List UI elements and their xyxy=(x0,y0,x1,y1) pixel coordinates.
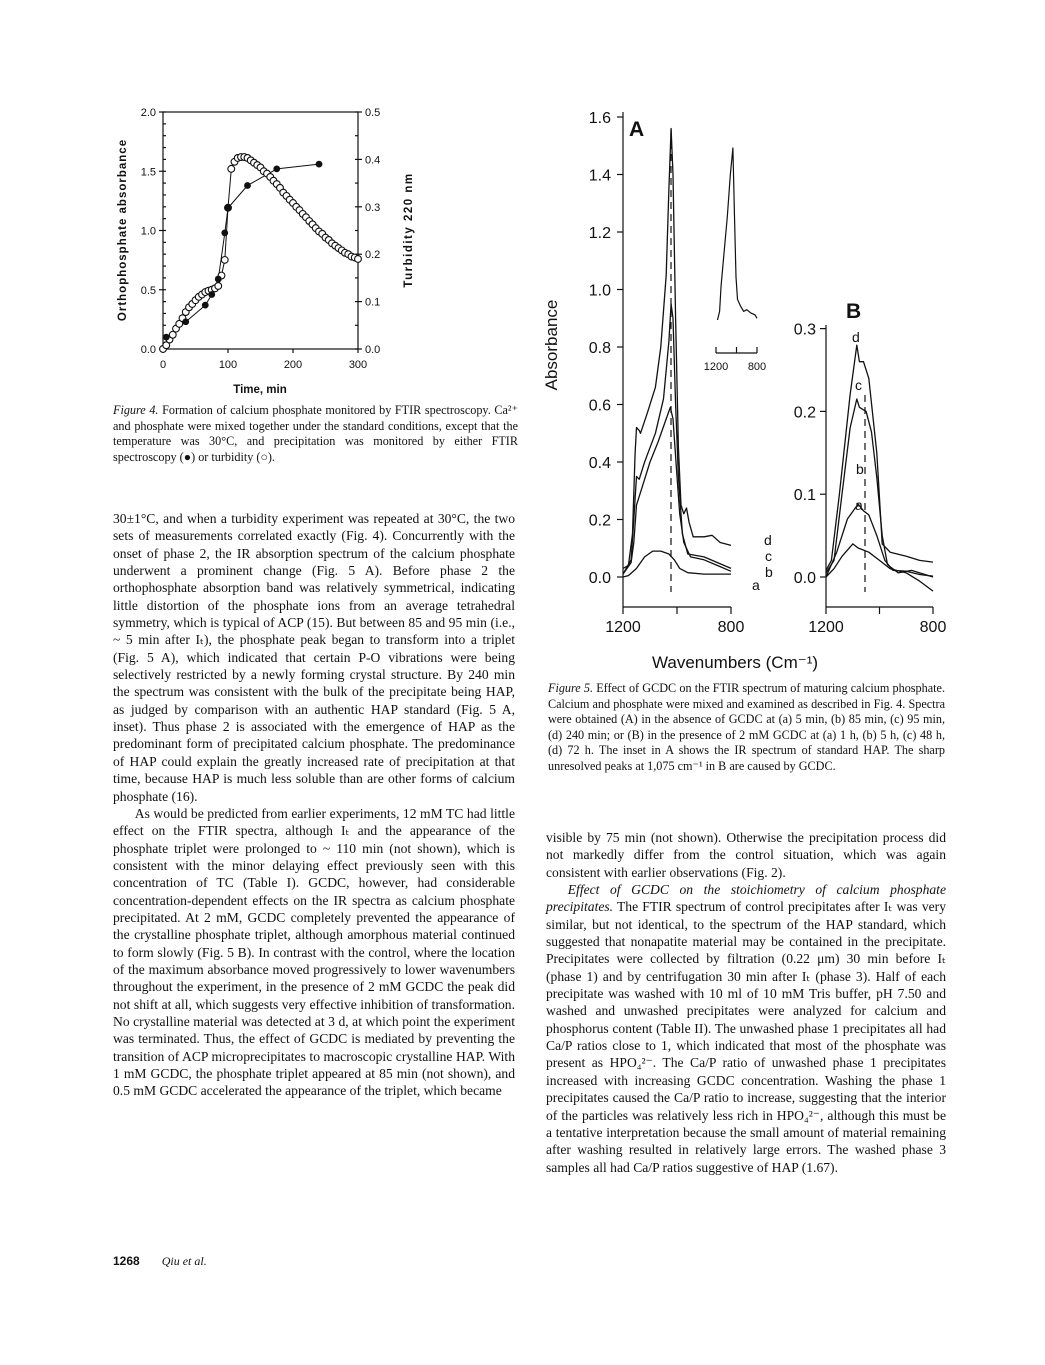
inset-tick-label: 800 xyxy=(747,361,767,373)
caption-text: Effect of GCDC on the FTIR spectrum of maturing calcium phosphate. Calcium and phosphate were mixed and examined as described in Fig. 4. Spectra were obtained (A) in the absence of GCDC at (a) 5 min, (b) 85 min, (c) 95 min, (d) 240 min; or (B) in the presence of 2 mM GCDC at (a) 1 h, (b) 5 h, (c) 48 h, (d) 72 h. The inset in A shows the IR spectrum of standard HAP. The sharp unresolved peaks at 1,075 cm⁻¹ in B are caused by GCDC. xyxy=(548,681,945,773)
y-tick-label: 0.0 xyxy=(140,344,156,356)
y-tick-label: 1.6 xyxy=(588,110,611,127)
y-tick-label: 0.0 xyxy=(588,570,611,587)
ftir-point xyxy=(225,205,232,212)
caption-text: Formation of calcium phosphate monitored by FTIR spectroscopy. Ca²⁺ and phosphate were mixed together under the standard conditions, except that the temperature was 30°C, and precipitation was monitored by either FTIR spectroscopy (●) or turbidity (○). xyxy=(113,403,519,464)
y2-axis-label: Turbidity 220 nm xyxy=(403,172,415,288)
paragraph xyxy=(546,881,946,1176)
caption-label: Figure 5. xyxy=(548,681,594,695)
plot-frame xyxy=(163,112,358,349)
page-footer xyxy=(113,1254,207,1269)
y-tick-label: 0.2 xyxy=(588,512,611,530)
y-tick-label: 1.0 xyxy=(140,225,156,238)
ftir-point xyxy=(202,302,209,309)
y-tick-label: 0.4 xyxy=(588,455,611,472)
panel-label: B xyxy=(846,300,862,323)
y-axis-label: Absorbance xyxy=(542,299,561,391)
turbidity-point xyxy=(215,283,222,290)
curve-label-d: d xyxy=(764,532,772,548)
y-axis-label: Orthophosphate absorbance xyxy=(117,138,129,322)
x-tick-label: 300 xyxy=(348,359,368,371)
curve-label-c: c xyxy=(855,377,862,393)
panel-label: A xyxy=(629,118,645,141)
x-tick-label: 100 xyxy=(218,359,238,371)
running-authors: Qiu et al. xyxy=(161,1254,207,1268)
left-column xyxy=(113,510,515,1100)
x-tick-label: 1200 xyxy=(605,619,641,636)
y-tick-label: 0.0 xyxy=(793,570,816,587)
turbidity-line xyxy=(163,157,358,349)
curve-label-b: b xyxy=(856,461,864,477)
spectrum-d xyxy=(623,129,731,569)
y-tick-label: 1.0 xyxy=(588,282,611,300)
curve-label-a: a xyxy=(855,497,863,513)
y-tick-label: 0.8 xyxy=(588,340,611,357)
inset-tick-label: 1200 xyxy=(703,361,729,373)
y2-tick-label: 0.4 xyxy=(365,154,381,167)
caption-label: Figure 4. xyxy=(113,403,159,417)
x-tick-label: 1200 xyxy=(808,619,844,636)
section-heading: Effect of GCDC on the stoichiometry of calcium phosphate precipitates. xyxy=(546,882,946,915)
x-axis-label: Time, min xyxy=(233,384,287,396)
paragraph: visible by 75 min (not shown). Otherwise the precipitation process did not markedly differ from the control situation, which was again consistent with earlier observations (Fig. 2). xyxy=(546,830,946,880)
y-tick-label: 0.1 xyxy=(793,487,816,505)
ftir-point xyxy=(316,161,323,168)
x-tick-label: 800 xyxy=(717,619,745,636)
ftir-point xyxy=(273,165,280,172)
curve-label-d: d xyxy=(852,329,860,345)
page-number: 1268 xyxy=(113,1254,140,1268)
y-tick-label: 0.3 xyxy=(793,321,816,339)
x-axis-label: Wavenumbers (Cm⁻¹) xyxy=(651,653,819,672)
paragraph-text: The FTIR spectrum of control precipitates after Iₜ was very similar, but not identical, to the spectrum of the HAP standard, which suggested that nonapatite material may be contained in the precipitate. Precipitates were collected by filtration (0.22 μm) 30 min before Iₜ (phase 1) and by centrifugation 30 min after Iₜ (phase 3). Half of each precipitate was washed with 10 ml of 10 mM Tris buffer, pH 7.50 and washed and unwashed precipitates were analyzed for calcium and phosphorus content (Table II). The unwashed phase 1 precipitates all had Ca/P ratios close to 1, which indicated that most of the phosphate was present as HPO₄²⁻. The Ca/P ratio of unwashed phase 1 precipitates increased with increasing GCDC concentration. Washing the phase 1 precipitates caused the Ca/P ratio to increase, suggesting that the interior of the particles was relatively less rich in HPO₄²⁻, although this must be a tentative interpretation because the small amount of material remaining after washing resulted in relatively large errors. The washed phase 3 samples all had Ca/P ratios suggestive of HAP (1.67). xyxy=(546,899,946,1175)
spectrum-a xyxy=(826,544,933,591)
y2-tick-label: 0.2 xyxy=(365,249,381,262)
ftir-point xyxy=(221,229,228,236)
inset-hap-spectrum xyxy=(718,148,758,320)
y2-tick-label: 0.0 xyxy=(365,344,381,356)
x-tick-label: 0 xyxy=(159,359,167,371)
figure-4-caption xyxy=(113,403,518,465)
ftir-point xyxy=(163,334,170,341)
figure-5-caption xyxy=(548,681,945,774)
curve-label-b: b xyxy=(765,564,773,580)
y-tick-label: 0.5 xyxy=(140,284,156,297)
y-tick-label: 1.4 xyxy=(588,167,611,185)
turbidity-point xyxy=(221,256,228,263)
turbidity-point xyxy=(355,256,362,263)
turbidity-point xyxy=(228,165,235,172)
right-column xyxy=(546,829,946,1176)
y-tick-label: 1.2 xyxy=(588,225,611,242)
y2-tick-label: 0.3 xyxy=(365,201,381,214)
x-tick-label: 800 xyxy=(919,619,947,636)
ftir-point xyxy=(215,276,222,283)
y-tick-label: 0.6 xyxy=(588,397,611,415)
paragraph: 30±1°C, and when a turbidity experiment was repeated at 30°C, the two sets of measurements correlated exactly (Fig. 4). Concurrently with the onset of phase 2, the IR absorption spectrum of the calcium phosphate underwent a prominent change (Fig. 5 A). Before phase 2 the orthophosphate absorption band was relatively symmetrical, indicating little distortion of the phosphate ions from an average tetrahedral symmetry, which is typical of ACP (15). But between 85 and 95 min (i.e., ~ 5 min after Iₜ), the phosphate peak began to transform into a triplet (Fig. 5 A), which indicated that certain P-O vibrations were being selectively restricted by a newly forming crystal structure. By 240 min the spectrum was consistent with the bulk of the precipitate being HAP, as judged by comparison with an authentic HAP standard (Fig. 5 A, inset). Thus phase 2 is associated with the emergence of HAP as the predominant form of precipitated calcium phosphate. The predominance of HAP could explain the greatly increased rate of precipitation at that time, because HAP is much less soluble than are other forms of calcium phosphate (16). xyxy=(113,511,515,804)
paragraph: As would be predicted from earlier experiments, 12 mM TC had little effect on the FTIR spectra, although Iₜ and the appearance of the phosphate triplet were prolonged to ~ 110 min (not shown), which is consistent with the minor delaying effect previously seen with this concentration of TC (Table I). GCDC, however, had considerable concentration-dependent effects on the IR spectra as calcium phosphate precipitated. At 2 mM, GCDC completely prevented the appearance of the crystalline phosphate triplet, although amorphous material continued to form slowly (Fig. 5 B). In contrast with the control, where the location of the maximum absorbance moved progressively to lower wavenumbers throughout the experiment, in the presence of 2 mM GCDC the peak did not shift at all, which suggests very effective inhibition of transformation. No crystalline material was detected at 3 d, at which point the experiment was terminated. Thus, the effect of GCDC is mediated by preventing the transition of ACP microprecipitates to macroscopic crystalline HAP. With 1 mM GCDC, the phosphate triplet appeared at 85 min (not shown), and 0.5 mM GCDC accelerated the appearance of the triplet, which became xyxy=(113,805,515,1099)
spectrum-b xyxy=(826,504,933,577)
y-tick-label: 1.5 xyxy=(140,166,156,179)
ftir-point xyxy=(182,318,189,325)
spectrum-c xyxy=(623,304,731,574)
y2-tick-label: 0.5 xyxy=(365,107,381,119)
curve-label-c: c xyxy=(765,548,772,564)
y2-tick-label: 0.1 xyxy=(365,296,381,309)
y-tick-label: 2.0 xyxy=(140,107,156,119)
x-tick-label: 200 xyxy=(283,359,303,371)
y-tick-label: 0.2 xyxy=(793,404,816,422)
ftir-point xyxy=(244,182,251,189)
ftir-point xyxy=(208,291,215,298)
curve-label-a: a xyxy=(752,577,760,593)
